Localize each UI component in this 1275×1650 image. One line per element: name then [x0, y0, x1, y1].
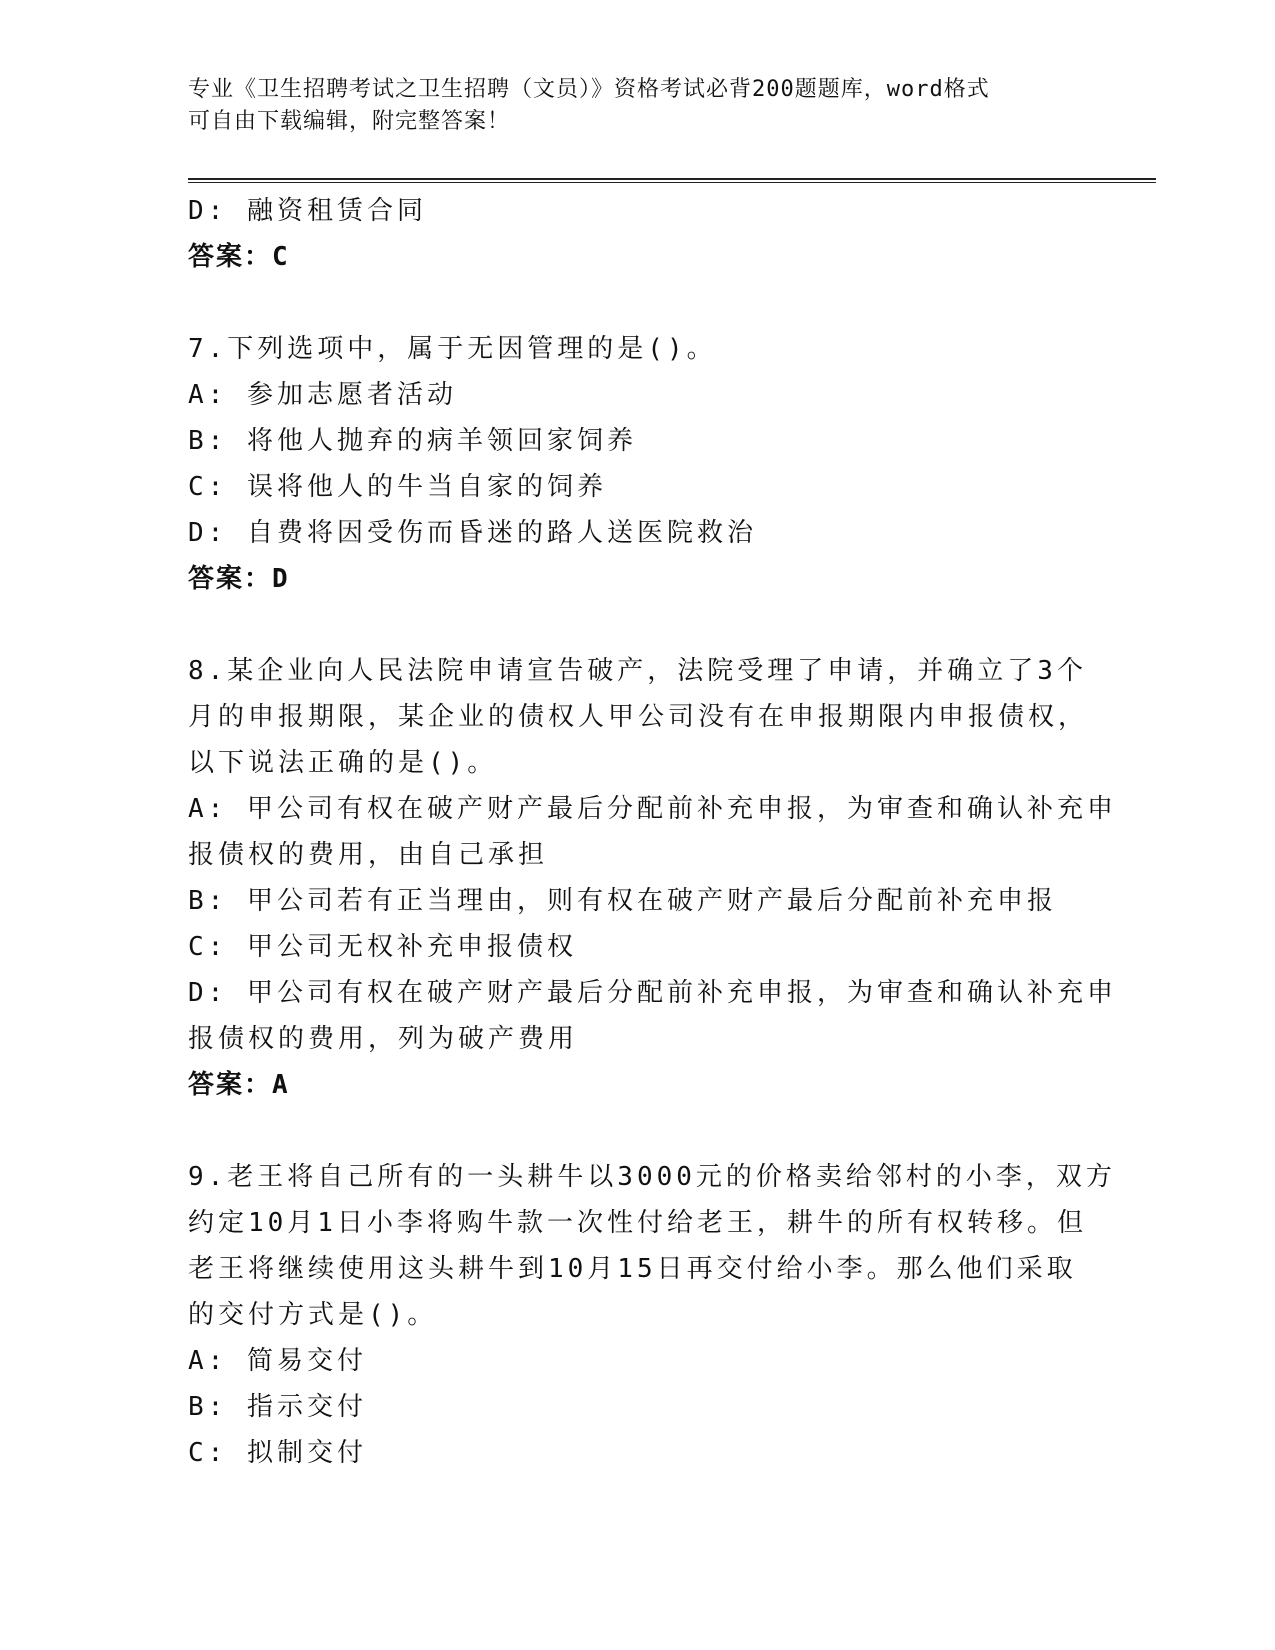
option-b: B: 将他人抛弃的病羊领回家饲养 — [188, 426, 637, 456]
spacer — [188, 602, 1088, 648]
option-c: C: 误将他人的牛当自家的饲养 — [188, 472, 607, 502]
question-stem: 月的申报期限，某企业的债权人甲公司没有在申报期限内申报债权， — [188, 702, 1089, 732]
answer: 答案：C — [188, 242, 290, 272]
question-stem: 以下说法正确的是()。 — [188, 748, 498, 778]
option-a: A: 简易交付 — [188, 1346, 367, 1376]
question-stem: 约定10月1日小李将购牛款一次性付给老王，耕牛的所有权转移。但 — [188, 1208, 1087, 1238]
question-9 — [188, 1154, 1116, 1476]
answer: 答案：A — [188, 1070, 290, 1100]
answer: 答案：D — [188, 564, 290, 594]
header-divider — [188, 178, 1156, 183]
question-stem: 9.老王将自己所有的一头耕牛以3000元的价格卖给邻村的小李，双方 — [188, 1162, 1116, 1192]
option-d: D: 甲公司有权在破产财产最后分配前补充申报，为审查和确认补充申 — [188, 978, 1117, 1008]
spacer — [188, 280, 1088, 326]
header-line-2: 可自由下载编辑，附完整答案！ — [188, 109, 511, 134]
question-stem: 老王将继续使用这头耕牛到10月15日再交付给小李。那么他们采取 — [188, 1254, 1077, 1284]
option-a: A: 甲公司有权在破产财产最后分配前补充申报，为审查和确认补充申 — [188, 794, 1117, 824]
header-line-1: 专业《卫生招聘考试之卫生招聘（文员）》资格考试必背200题题库，word格式 — [188, 77, 990, 102]
option-c: C: 拟制交付 — [188, 1438, 367, 1468]
option-d: 报债权的费用，列为破产费用 — [188, 1024, 579, 1054]
option-b: B: 甲公司若有正当理由，则有权在破产财产最后分配前补充申报 — [188, 886, 1057, 916]
option-c: C: 甲公司无权补充申报债权 — [188, 932, 577, 962]
question-8 — [188, 648, 1117, 1108]
option-a: 报债权的费用，由自己承担 — [188, 840, 549, 870]
spacer — [188, 1108, 1088, 1154]
option-d: D: 自费将因受伤而昏迷的路人送医院救治 — [188, 518, 757, 548]
question-stem: 的交付方式是()。 — [188, 1300, 438, 1330]
option-a: A: 参加志愿者活动 — [188, 380, 457, 410]
question-stem: 8.某企业向人民法院申请宣告破产，法院受理了申请，并确立了3个 — [188, 656, 1087, 686]
option-b: B: 指示交付 — [188, 1392, 367, 1422]
option-d: D: 融资租赁合同 — [188, 196, 427, 226]
question-7 — [188, 326, 1088, 602]
question-6-tail — [188, 188, 1088, 280]
question-stem: 7.下列选项中，属于无因管理的是()。 — [188, 334, 717, 364]
document-header — [188, 74, 1088, 138]
document-body — [188, 188, 1117, 1476]
